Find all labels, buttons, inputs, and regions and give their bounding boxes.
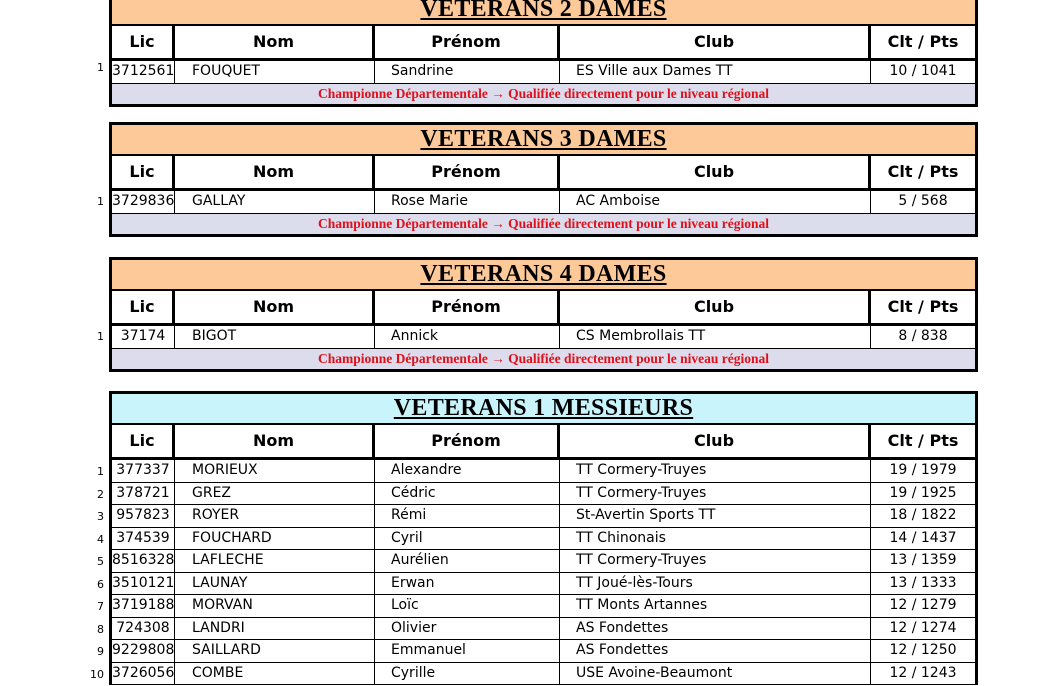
- qualification-note: Championne Départementale → Qualifiée directement pour le niveau régional: [112, 214, 975, 234]
- table-row: [112, 505, 975, 528]
- table-row: [112, 61, 975, 84]
- messieurs-rows: [112, 460, 975, 685]
- cell-lic: 374539: [112, 528, 175, 550]
- rank-number: 2: [97, 487, 104, 501]
- cell-prenom: Cyril: [375, 528, 560, 550]
- cell-prenom: Alexandre: [375, 460, 560, 482]
- cell-prenom: Erwan: [375, 573, 560, 595]
- cell-prenom: Sandrine: [375, 61, 560, 83]
- col-header-prenom: Prénom: [375, 156, 560, 188]
- col-header-lic: Lic: [112, 425, 175, 457]
- cell-nom: LANDRI: [175, 618, 375, 640]
- col-header-nom: Nom: [175, 26, 375, 58]
- col-header-club: Club: [560, 425, 871, 457]
- cell-lic: 37174: [112, 326, 175, 348]
- col-header-club: Club: [560, 26, 871, 58]
- rank-number: 4: [97, 532, 104, 546]
- cell-clt: 12 / 1243: [889, 664, 957, 681]
- cell-prenom: Loïc: [375, 595, 560, 617]
- cell-club: ES Ville aux Dames TT: [560, 61, 871, 83]
- cell-club: TT Cormery-Truyes: [560, 460, 871, 482]
- cell-prenom: Aurélien: [375, 550, 560, 572]
- col-header-lic: Lic: [112, 291, 175, 323]
- section-veterans-3-dames: [109, 122, 978, 237]
- rank-number: 1: [97, 465, 104, 478]
- table-row: [112, 460, 975, 483]
- qualification-note: Championne Départementale → Qualifiée directement pour le niveau régional: [112, 84, 975, 104]
- section-veterans-4-dames: [109, 257, 978, 372]
- cell-club: St-Avertin Sports TT: [560, 505, 871, 527]
- table-row: [112, 550, 975, 573]
- cell-club: CS Membrollais TT: [560, 326, 871, 348]
- cell-nom: LAFLECHE: [175, 550, 375, 572]
- col-header-nom: Nom: [175, 425, 375, 457]
- rank-number: 8: [97, 622, 104, 636]
- cell-prenom: Cyrille: [375, 663, 560, 685]
- cell-nom: LAUNAY: [175, 573, 375, 595]
- cell-club: TT Monts Artannes: [560, 595, 871, 617]
- cell-lic: 724308: [112, 618, 175, 640]
- cell-nom: GALLAY: [175, 191, 375, 213]
- table-row: [112, 595, 975, 618]
- cell-prenom: Emmanuel: [375, 640, 560, 662]
- cell-nom: MORIEUX: [175, 460, 375, 482]
- rank-number: 5: [97, 555, 104, 568]
- cell-clt: 12 / 1279: [889, 597, 957, 613]
- cell-nom: ROYER: [175, 505, 375, 527]
- cell-club: TT Cormery-Truyes: [560, 483, 871, 505]
- section-title: VETERANS 4 DAMES: [112, 260, 975, 291]
- rank-number: 1: [97, 330, 104, 343]
- cell-prenom: Rémi: [375, 505, 560, 527]
- cell-club: AS Fondettes: [560, 640, 871, 662]
- cell-clt: 5 / 568: [898, 193, 948, 209]
- cell-lic: 378721: [112, 483, 175, 505]
- rank-number: 7: [97, 600, 104, 613]
- col-header-clt: Clt / Pts: [887, 162, 959, 181]
- cell-clt: 13 / 1333: [889, 574, 957, 591]
- cell-club: TT Cormery-Truyes: [560, 550, 871, 572]
- col-header-lic: Lic: [112, 156, 175, 188]
- col-header-lic: Lic: [112, 26, 175, 58]
- table-row: [112, 528, 975, 551]
- cell-nom: COMBE: [175, 663, 375, 685]
- table-row: [112, 573, 975, 596]
- section-title: VETERANS 1 MESSIEURS: [112, 394, 975, 425]
- table-row: [112, 483, 975, 506]
- cell-club: USE Avoine-Beaumont: [560, 663, 871, 685]
- table-row: [112, 618, 975, 641]
- col-header-clt: Clt / Pts: [887, 431, 959, 450]
- cell-prenom: Cédric: [375, 483, 560, 505]
- cell-clt: 19 / 1925: [889, 484, 957, 501]
- cell-prenom: Rose Marie: [375, 191, 560, 213]
- cell-nom: GREZ: [175, 483, 375, 505]
- cell-clt: 14 / 1437: [889, 529, 957, 546]
- cell-lic: 3712561: [112, 61, 175, 83]
- cell-lic: 3726056: [112, 663, 175, 685]
- table-row: [112, 640, 975, 663]
- rank-number: 3: [97, 510, 104, 523]
- col-header-nom: Nom: [175, 156, 375, 188]
- cell-club: TT Chinonais: [560, 528, 871, 550]
- cell-lic: 957823: [112, 505, 175, 527]
- cell-clt: 18 / 1822: [889, 507, 957, 523]
- cell-nom: MORVAN: [175, 595, 375, 617]
- column-header-row: [112, 425, 975, 460]
- section-title: VETERANS 3 DAMES: [112, 125, 975, 156]
- section-veterans-1-messieurs: [109, 391, 978, 685]
- section-title: VETERANS 2 DAMES: [112, 0, 975, 26]
- cell-clt: 12 / 1274: [889, 619, 957, 636]
- rank-number: 9: [97, 645, 104, 658]
- table-row: [112, 663, 975, 686]
- rank-number: 1: [97, 61, 104, 74]
- rank-number: 10: [90, 667, 104, 681]
- column-header-row: [112, 291, 975, 326]
- section-veterans-2-dames: [109, 0, 978, 107]
- cell-clt: 10 / 1041: [889, 63, 957, 79]
- cell-lic: 3510121: [112, 573, 175, 595]
- cell-club: AS Fondettes: [560, 618, 871, 640]
- cell-clt: 8 / 838: [898, 328, 948, 344]
- rank-number: 6: [97, 577, 104, 591]
- col-header-clt: Clt / Pts: [887, 32, 959, 51]
- cell-lic: 377337: [112, 460, 175, 482]
- cell-clt: 19 / 1979: [889, 462, 957, 478]
- table-row: [112, 191, 975, 214]
- cell-nom: SAILLARD: [175, 640, 375, 662]
- cell-club: AC Amboise: [560, 191, 871, 213]
- cell-clt: 12 / 1250: [889, 642, 957, 658]
- cell-club: TT Joué-lès-Tours: [560, 573, 871, 595]
- cell-lic: 3719188: [112, 595, 175, 617]
- cell-lic: 8516328: [112, 550, 175, 572]
- cell-nom: FOUQUET: [175, 61, 375, 83]
- rank-number: 1: [97, 195, 104, 208]
- column-header-row: [112, 156, 975, 191]
- col-header-club: Club: [560, 156, 871, 188]
- table-row: [112, 326, 975, 349]
- col-header-prenom: Prénom: [375, 26, 560, 58]
- cell-lic: 9229808: [112, 640, 175, 662]
- col-header-clt: Clt / Pts: [887, 297, 959, 316]
- col-header-club: Club: [560, 291, 871, 323]
- cell-nom: BIGOT: [175, 326, 375, 348]
- cell-prenom: Annick: [375, 326, 560, 348]
- cell-clt: 13 / 1359: [889, 552, 957, 568]
- column-header-row: [112, 26, 975, 61]
- cell-nom: FOUCHARD: [175, 528, 375, 550]
- col-header-prenom: Prénom: [375, 291, 560, 323]
- col-header-nom: Nom: [175, 291, 375, 323]
- cell-lic: 3729836: [112, 191, 175, 213]
- cell-prenom: Olivier: [375, 618, 560, 640]
- col-header-prenom: Prénom: [375, 425, 560, 457]
- qualification-note: Championne Départementale → Qualifiée directement pour le niveau régional: [112, 349, 975, 369]
